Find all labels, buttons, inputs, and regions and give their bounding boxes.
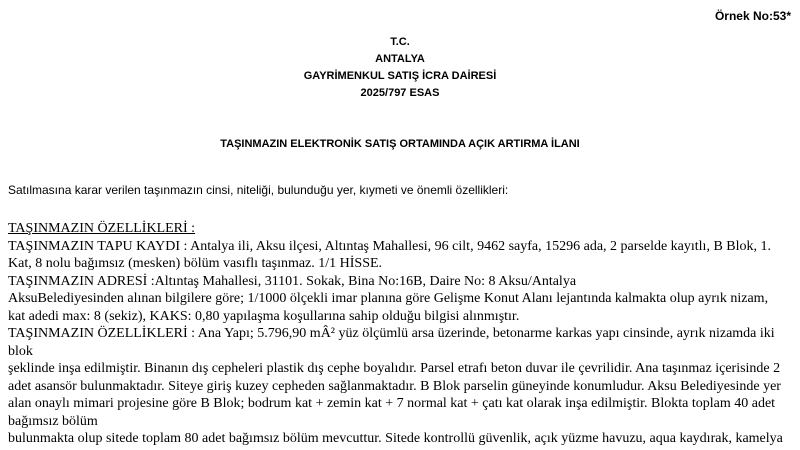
title-deed-paragraph: TAŞINMAZIN TAPU KAYDI : Antalya ili, Aksu ilçesi, Altıntaş Mahallesi, 96 cilt, 9462 sayfa, 15296 ada, 2 parselde kayıtlı, B Blok, 1. Kat, 8 nolu bağımsız (mesken) bölüm vasıflı taşınmaz. 1/1 HİSSE. [8,238,772,271]
header-line-office: GAYRİMENKUL SATIŞ İCRA DAİRESİ [303,70,497,82]
header-line-case-number: 2025/797 ESAS [360,87,440,99]
section-title: TAŞINMAZIN ÖZELLİKLERİ : [8,221,196,236]
address-paragraph: TAŞINMAZIN ADRESİ :Altıntaş Mahallesi, 31101. Sokak, Bina No:16B, Daire No: 8 Aksu/Antalya [8,273,577,289]
header-line-tc: T.C. [390,36,410,48]
intro-text: Satılmasına karar verilen taşınmazın cinsi, niteliği, bulunduğu yer, kıymeti ve önemli özellikleri: [8,183,509,197]
document-body [8,220,788,448]
zoning-paragraph: AksuBelediyesinden alınan bilgilere göre; 1/1000 ölçekli imar planına göre Gelişme Konut Alanı lejantında kalmakta olup ayrık nizam, kat adedi max: 8 (sekiz), KAKS: 0,80 yapılaşma koşullarına sahip olduğu bilgisi alınmıştır. [8,291,769,324]
sample-number: Örnek No:53* [714,9,791,23]
notice-title: TAŞINMAZIN ELEKTRONİK SATIŞ ORTAMINDA AÇIK ARTIRMA İLANI [220,138,580,150]
header-line-city: ANTALYA [375,53,425,65]
site-paragraph: bulunmakta olup sitede toplam 80 adet bağımsız bölüm mevcuttur. Sitede kontrollü güvenlik, açık yüzme havuzu, aqua kaydırak, kamelya [8,431,783,446]
construction-paragraph: şeklinde inşa edilmiştir. Binanın dış cepheleri plastik dış cephe boyalıdır. Parsel etrafı beton duvar ile çevrilidir. Ana taşınmaz içerisinde 2 adet asansör bulunmaktadır. Siteye giriş kuzey cepheden sağlanmaktadır. B Blok parselin güneyinde konumludur. Aksu Belediyesinde yer alan onaylı mimari projesine göre B Blok; bodrum kat + zemin kat + 7 normal kat + çatı kat olarak inşa edilmiştir. Blokta toplam 40 adet bağımsız bölüm [8,361,781,429]
features-paragraph: TAŞINMAZIN ÖZELLİKLERİ : Ana Yapı; 5.796,90 mÂ² yüz ölçümlü arsa üzerinde, betonarme karkas yapı cinsinde, ayrık nizamda iki blok [8,326,775,359]
document-header [0,34,800,102]
